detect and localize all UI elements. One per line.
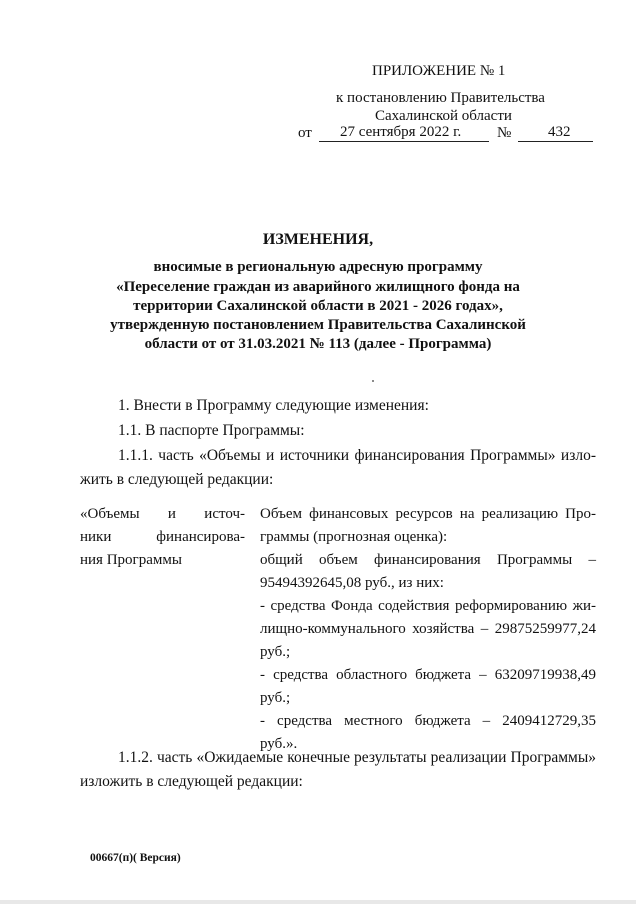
appendix-title: ПРИЛОЖЕНИЕ № 1 bbox=[372, 63, 506, 79]
table-right-line-5: - средства Фонда содействия реформированию жи- bbox=[260, 598, 596, 614]
table-right-line-9: руб.; bbox=[260, 690, 291, 706]
title-subline-5: области от от 31.03.2021 № 113 (далее - Программа) bbox=[144, 336, 492, 352]
table-right-line-10: - средства местного бюджета – 2409412729,35 bbox=[260, 713, 596, 729]
document-number: 432 bbox=[548, 124, 571, 140]
table-left-line-2: ники финансирова- bbox=[80, 529, 245, 545]
table-right-line-4: 95494392645,08 руб., из них: bbox=[260, 575, 444, 591]
document-title: ИЗМЕНЕНИЯ, bbox=[262, 231, 374, 248]
title-subline-2: «Переселение граждан из аварийного жилищного фонда на bbox=[116, 279, 520, 295]
table-right-line-2: граммы (прогнозная оценка): bbox=[260, 529, 448, 545]
document-date: 27 сентября 2022 г. bbox=[340, 124, 462, 140]
header-line-2: Сахалинской области bbox=[375, 108, 512, 124]
title-subline-3: территории Сахалинской области в 2021 - 2026 годах», bbox=[133, 298, 503, 314]
paragraph-1-1-1-line2: жить в следующей редакции: bbox=[80, 471, 274, 488]
table-left-line-1: «Объемы и источ- bbox=[80, 506, 245, 522]
table-right-line-3: общий объем финансирования Программы – bbox=[260, 552, 596, 568]
table-left-line-3: ния Программы bbox=[80, 552, 182, 568]
table-right-line-8: - средства областного бюджета – 63209719938,49 bbox=[260, 667, 596, 683]
table-right-line-1: Объем финансовых ресурсов на реализацию Про- bbox=[260, 506, 596, 522]
date-underline bbox=[319, 141, 489, 142]
title-subline-1: вносимые в региональную адресную программу bbox=[153, 259, 483, 275]
paragraph-1-1-2-text: 1.1.2. часть «Ожидаемые конечные результаты реализации Программы» bbox=[118, 749, 596, 766]
table-right-line-11: руб.». bbox=[260, 736, 298, 752]
paragraph-1-1-2-line2: изложить в следующей редакции: bbox=[80, 773, 303, 790]
header-line-1: к постановлению Правительства bbox=[336, 90, 545, 106]
table-right-cell bbox=[260, 503, 596, 756]
table-right-line-7: руб.; bbox=[260, 644, 291, 660]
paragraph-1-1: 1.1. В паспорте Программы: bbox=[118, 422, 305, 439]
paragraph-1: 1. Внести в Программу следующие изменения: bbox=[118, 397, 429, 414]
from-label: от bbox=[298, 125, 312, 141]
number-underline bbox=[518, 141, 593, 142]
number-label: № bbox=[497, 125, 512, 141]
table-right-line-6: лищно-коммунального хозяйства – 29875259977,24 bbox=[260, 621, 596, 637]
document-code: 00667(п)( Версия) bbox=[90, 852, 181, 864]
title-subline-4: утвержденную постановлением Правительства Сахалинской bbox=[110, 317, 526, 333]
paragraph-1-1-2-line1 bbox=[118, 749, 596, 767]
page-edge bbox=[0, 900, 636, 904]
paragraph-1-1-1-text: 1.1.1. часть «Объемы и источники финансирования Программы» изло- bbox=[118, 447, 596, 464]
paragraph-1-1-1-line1 bbox=[118, 447, 596, 465]
table-left-cell bbox=[80, 503, 245, 572]
scan-speck bbox=[372, 380, 374, 382]
